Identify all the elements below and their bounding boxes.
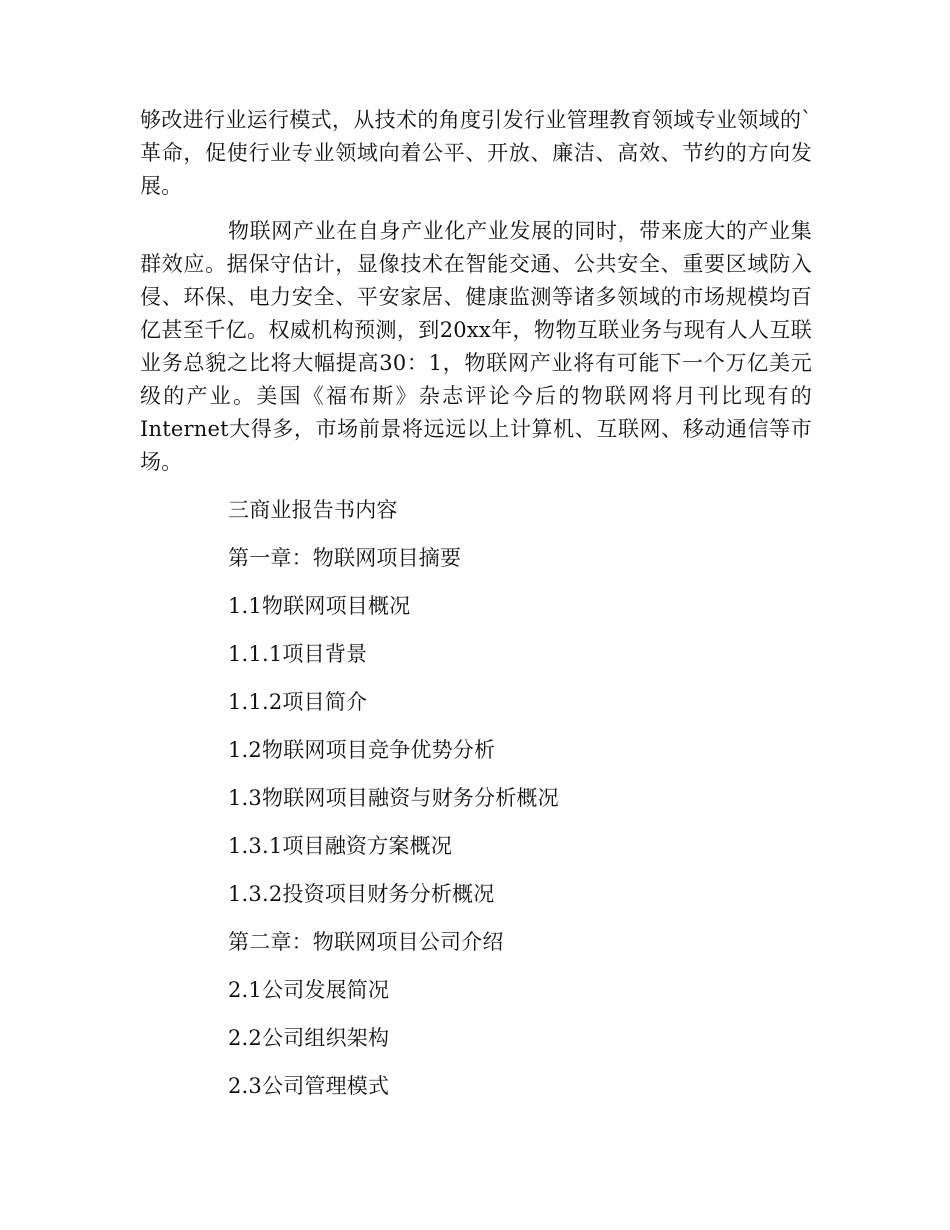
toc-chapter-1: 第一章：物联网项目摘要 bbox=[228, 546, 462, 570]
toc-section-heading: 三商业报告书内容 bbox=[228, 498, 398, 522]
toc-item-1-3-2: 1.3.2投资项目财务分析概况 bbox=[228, 882, 495, 906]
toc-item-1-1-1: 1.1.1项目背景 bbox=[228, 642, 368, 666]
paragraph-intro-continuation: 够改进行业运行模式，从技术的角度引发行业管理教育领域专业领域的`革命，促使行业专业领域向着公平、开放、廉洁、高效、节约的方向发展。 bbox=[140, 108, 812, 198]
toc-item-2-1: 2.1公司发展简况 bbox=[228, 978, 390, 1002]
document-body bbox=[140, 104, 812, 1118]
toc-chapter-2: 第二章：物联网项目公司介绍 bbox=[228, 930, 504, 954]
toc-item-2-3: 2.3公司管理模式 bbox=[228, 1074, 390, 1098]
toc-item-1-1: 1.1物联网项目概况 bbox=[228, 594, 411, 618]
toc-item-1-3-1: 1.3.1项目融资方案概况 bbox=[228, 834, 453, 858]
toc-item-2-2: 2.2公司组织架构 bbox=[228, 1026, 390, 1050]
table-of-contents bbox=[140, 494, 812, 1103]
paragraph-iot-market: 物联网产业在自身产业化产业发展的同时，带来庞大的产业集群效应。据保守估计，显像技术在智能交通、公共安全、重要区域防入侵、环保、电力安全、平安家居、健康监测等诸多领域的市场规模均百亿甚至千亿。权威机构预测，到20xx年，物物互联业务与现有人人互联业务总貌之比将大幅提高30：1，物联网产业将有可能下一个万亿美元级的产业。美国《福布斯》杂志评论今后的物联网将月刊比现有的Internet大得多，市场前景将远远以上计算机、互联网、移动通信等市场。 bbox=[140, 219, 812, 474]
toc-item-1-1-2: 1.1.2项目简介 bbox=[228, 690, 368, 714]
toc-item-1-2: 1.2物联网项目竞争优势分析 bbox=[228, 738, 496, 762]
toc-item-1-3: 1.3物联网项目融资与财务分析概况 bbox=[228, 786, 559, 810]
